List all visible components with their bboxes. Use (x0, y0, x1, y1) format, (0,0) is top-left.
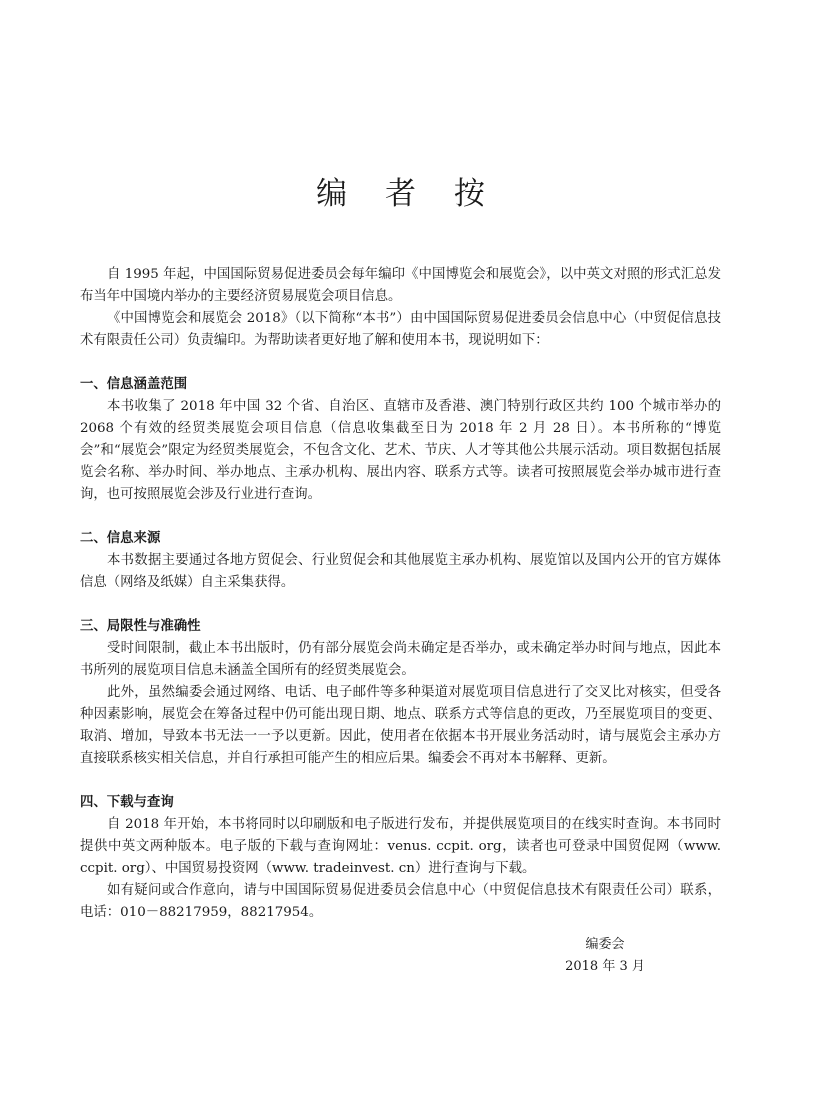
section-heading: 三、局限性与准确性 (80, 619, 201, 634)
document-page (80, 0, 721, 1099)
section-paragraph: 自 2018 年开始，本书将同时以印刷版和电子版进行发布，并提供展览项目的在线实时查询。本书同时提供中英文两种版本。电子版的下载与查询网址：venus. ccpit. org，读者也可登录中国贸促网（www. ccpit. org）、中国贸易投资网（www. tradeinvest. cn）进行查询与下载。 (80, 817, 721, 876)
signature-org: 编委会 (585, 937, 625, 952)
section-heading: 四、下载与查询 (80, 795, 174, 810)
document-body (80, 264, 721, 924)
section-paragraph: 本书收集了 2018 年中国 32 个省、自治区、直辖市及香港、澳门特别行政区共约 100 个城市举办的 2068 个有效的经贸类展览会项目信息（信息收集截至日为 2018 年 2 月 28 日）。本书所称的“博览会”和“展览会”限定为经贸类展览会，不包含文化、艺术、节庆、人才等其他公共展示活动。项目数据包括展览会名称、举办时间、举办地点、主承办机构、展出内容、联系方式等。读者可按照展览会举办城市进行查询，也可按照展览会涉及行业进行查询。 (80, 399, 721, 502)
section-heading: 一、信息涵盖范围 (80, 377, 188, 392)
section-paragraph: 受时间限制，截止本书出版时，仍有部分展览会尚未确定是否举办，或未确定举办时间与地点，因此本书所列的展览项目信息未涵盖全国所有的经贸类展览会。 (80, 641, 721, 678)
section-paragraph: 如有疑问或合作意向，请与中国国际贸易促进委员会信息中心（中贸促信息技术有限责任公司）联系，电话：010－88217959，88217954。 (80, 883, 721, 920)
page-title: 编 者 按 (316, 176, 499, 212)
section-paragraph: 本书数据主要通过各地方贸促会、行业贸促会和其他展览主承办机构、展览馆以及国内公开的官方媒体信息（网络及纸媒）自主采集获得。 (80, 553, 721, 590)
section-paragraph: 此外，虽然编委会通过网络、电话、电子邮件等多种渠道对展览项目信息进行了交叉比对核实，但受各种因素影响，展览会在筹备过程中仍可能出现日期、地点、联系方式等信息的更改，乃至展览项目的变更、取消、增加，导致本书无法一一予以更新。因此，使用者在依据本书开展业务活动时，请与展览会主承办方直接联系核实相关信息，并自行承担可能产生的相应后果。编委会不再对本书解释、更新。 (80, 685, 721, 766)
section-heading: 二、信息来源 (80, 531, 161, 546)
signature-block (550, 934, 660, 978)
signature-date: 2018 年 3 月 (565, 959, 645, 974)
intro-paragraph: 自 1995 年起，中国国际贸易促进委员会每年编印《中国博览会和展览会》，以中英文对照的形式汇总发布当年中国境内举办的主要经济贸易展览会项目信息。 (80, 267, 721, 304)
intro-paragraph: 《中国博览会和展览会 2018》（以下简称“本书”）由中国国际贸易促进委员会信息中心（中贸促信息技术有限责任公司）负责编印。为帮助读者更好地了解和使用本书，现说明如下： (80, 311, 721, 348)
